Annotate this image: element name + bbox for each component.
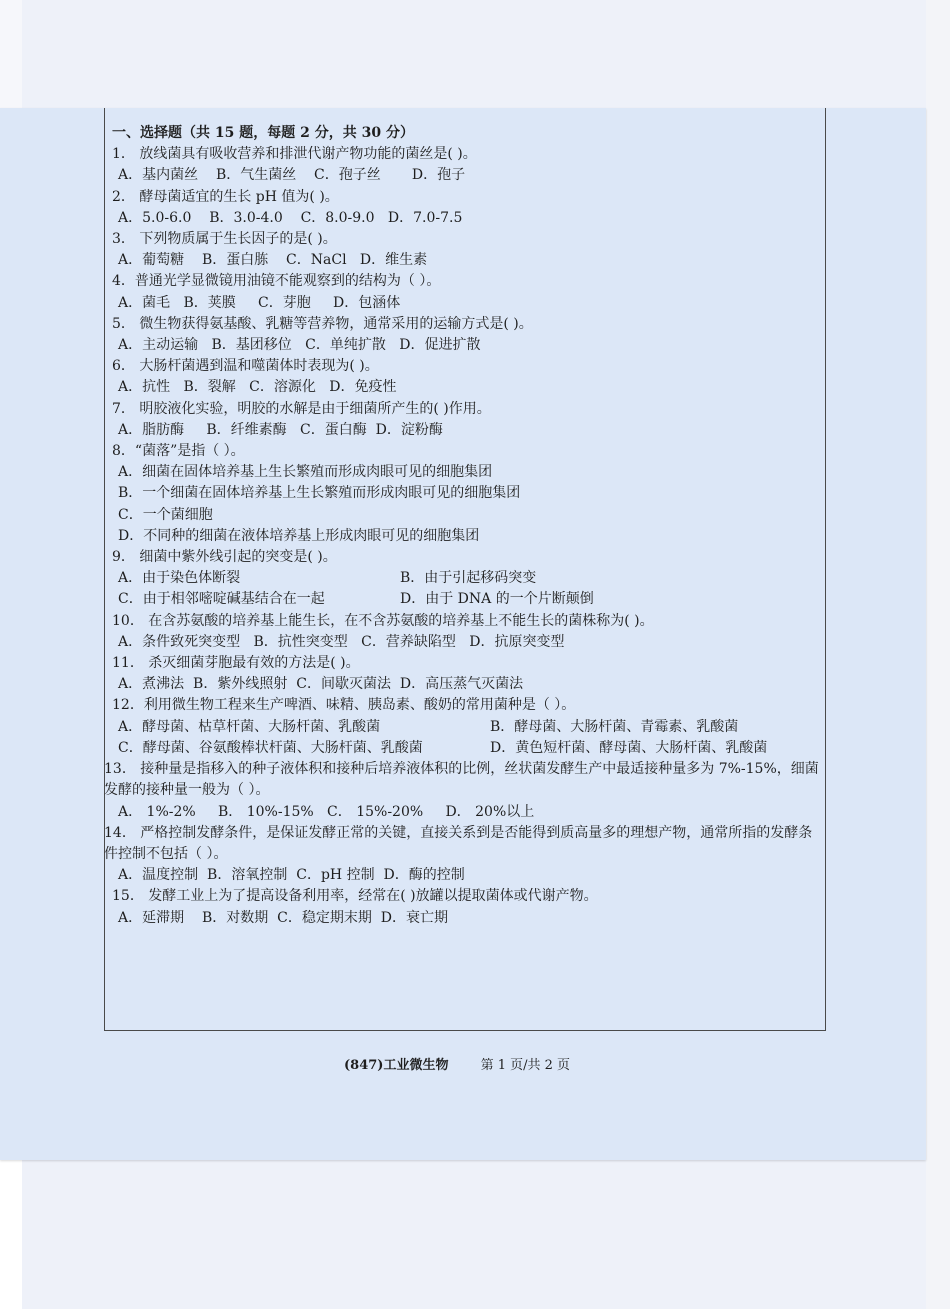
q4-option-a: A．菌毛	[118, 294, 171, 311]
q12-option-b: B．酵母菌、大肠杆菌、青霉素、乳酸菌	[490, 718, 739, 735]
q1-option-d: D．孢子	[411, 167, 466, 184]
section-title: 一、选择题（共 15 题，每题 2 分，共 30 分）	[112, 125, 414, 141]
q10-option-a: A．条件致死突变型	[118, 633, 241, 650]
question-list	[104, 123, 824, 929]
q8-option-d: D．不同种的细菌在液体培养基上形成肉眼可见的细胞集团	[118, 527, 480, 544]
q7-option-c: C．蛋白酶	[300, 421, 367, 438]
q10-option-d: D．抗原突变型	[469, 633, 565, 650]
q13-option-a: A． 1%-2%	[118, 803, 196, 820]
q12-option-c: C．酵母菌、谷氨酸棒状杆菌、大肠杆菌、乳酸菌	[118, 739, 423, 756]
q3-option-b: B．蛋白胨	[201, 252, 269, 269]
q15-option-c: C．稳定期末期	[277, 909, 372, 926]
q5-option-a: A．主动运输	[118, 337, 199, 354]
q9-option-d: D．由于 DNA 的一个片断颠倒	[400, 591, 594, 608]
question-8-stem: 8．“菌落”是指（ ）。	[112, 443, 245, 460]
question-12-options-row-2	[112, 738, 824, 759]
q14-option-b: B．溶氧控制	[207, 867, 288, 884]
q1-option-b: B．气生菌丝	[215, 167, 297, 184]
question-11-options	[112, 674, 824, 695]
question-12-stem: 12．利用微生物工程来生产啤酒、味精、胰岛素、酸奶的常用菌种是（ ）。	[112, 697, 576, 714]
q9-option-c: C．由于相邻嘧啶碱基结合在一起	[118, 591, 325, 608]
exam-sheet	[0, 108, 926, 1160]
q11-option-c: C．间歇灭菌法	[296, 676, 391, 693]
background-page-edge	[926, 0, 950, 1309]
q9-option-b: B．由于引起移码突变	[400, 570, 537, 587]
q2-option-a: A．5.0-6.0	[118, 209, 192, 226]
question-7-stem: 7． 明胶液化实验，明胶的水解是由于细菌所产生的( )作用。	[112, 400, 491, 417]
q5-option-d: D．促进扩散	[399, 337, 481, 354]
question-1-stem: 1． 放线菌具有吸收营养和排泄代谢产物功能的菌丝是( )。	[112, 146, 477, 163]
q3-option-c: C．NaCl	[286, 252, 347, 269]
q10-option-c: C．营养缺陷型	[361, 633, 456, 650]
q2-option-b: B．3.0-4.0	[209, 209, 283, 226]
page-footer	[344, 1054, 744, 1073]
question-13-stem: 13． 接种量是指移入的种子液体积和接种后培养液体积的比例，丝状菌发酵生产中最适接种量多为 7%-15%，细菌发酵的接种量一般为（ ）。	[104, 761, 819, 799]
question-5-stem: 5． 微生物获得氨基酸、乳糖等营养物，通常采用的运输方式是( )。	[112, 315, 533, 332]
question-12-options-row-1	[112, 717, 824, 738]
q15-option-a: A．延滞期	[118, 909, 185, 926]
question-9-options-row-1	[112, 568, 824, 589]
q10-option-b: B．抗性突变型	[253, 633, 348, 650]
q8-option-c: C．一个菌细胞	[118, 506, 213, 523]
exam-code: (847)工业微生物	[344, 1058, 449, 1073]
question-1-options	[112, 165, 824, 186]
q13-option-c: C． 15%-20%	[327, 803, 424, 820]
q12-option-d: D．黄色短杆菌、酵母菌、大肠杆菌、乳酸菌	[490, 739, 768, 756]
question-6-options	[112, 377, 824, 398]
question-13-options	[112, 802, 824, 823]
q7-option-b: B．纤维素酶	[206, 421, 287, 438]
q7-option-d: D．淀粉酶	[375, 421, 443, 438]
q3-option-a: A．葡萄糖	[118, 252, 185, 269]
q11-option-d: D．高压蒸气灭菌法	[399, 676, 524, 693]
question-5-options	[112, 335, 824, 356]
q14-option-c: C．pH 控制	[296, 867, 375, 884]
question-4-stem: 4．普通光学显微镜用油镜不能观察到的结构为（ ）。	[112, 273, 441, 290]
q6-option-b: B．裂解	[183, 379, 236, 396]
q4-option-d: D．包涵体	[333, 294, 401, 311]
q5-option-b: B．基团移位	[211, 337, 292, 354]
page-number: 第 1 页/共 2 页	[480, 1058, 571, 1073]
q5-option-c: C．单纯扩散	[305, 337, 386, 354]
q15-option-d: D．衰亡期	[380, 909, 448, 926]
question-10-options	[112, 632, 824, 653]
q8-option-b: B．一个细菌在固体培养基上生长繁殖而形成肉眼可见的细胞集团	[118, 485, 521, 502]
q8-option-a: A．细菌在固体培养基上生长繁殖而形成肉眼可见的细胞集团	[118, 464, 493, 481]
q11-option-a: A．煮沸法	[118, 676, 185, 693]
question-7-options	[112, 420, 824, 441]
q13-option-d: D． 20%以上	[445, 803, 535, 820]
q1-option-c: C．孢子丝	[314, 167, 381, 184]
question-11-stem: 11． 杀灭细菌芽胞最有效的方法是( )。	[112, 655, 360, 672]
q11-option-b: B．紫外线照射	[193, 676, 288, 693]
q4-option-b: B．荚膜	[183, 294, 236, 311]
q1-option-a: A．基内菌丝	[118, 167, 199, 184]
question-9-stem: 9． 细菌中紫外线引起的突变是( )。	[112, 549, 337, 566]
question-15-options	[112, 908, 824, 929]
q15-option-b: B．对数期	[201, 909, 269, 926]
question-10-stem: 10． 在含苏氨酸的培养基上能生长，在不含苏氨酸的培养基上不能生长的菌株称为( )。	[112, 612, 654, 629]
question-14-options	[112, 865, 824, 886]
q6-option-d: D．免疫性	[329, 379, 397, 396]
question-2-stem: 2． 酵母菌适宜的生长 pH 值为( )。	[112, 188, 339, 205]
q12-option-a: A．酵母菌、枯草杆菌、大肠杆菌、乳酸菌	[118, 718, 381, 735]
question-3-options	[112, 250, 824, 271]
q4-option-c: C．芽胞	[258, 294, 311, 311]
q9-option-a: A．由于染色体断裂	[118, 570, 241, 587]
question-2-options	[112, 208, 824, 229]
q14-option-a: A．温度控制	[118, 867, 199, 884]
q7-option-a: A．脂肪酶	[118, 421, 185, 438]
question-15-stem: 15． 发酵工业上为了提高设备利用率，经常在( )放罐以提取菌体或代谢产物。	[112, 888, 598, 905]
q6-option-a: A．抗性	[118, 379, 171, 396]
question-3-stem: 3． 下列物质属于生长因子的是( )。	[112, 231, 337, 248]
q2-option-c: C．8.0-9.0	[300, 209, 375, 226]
q3-option-d: D．维生素	[359, 252, 428, 269]
q6-option-c: C．溶源化	[249, 379, 316, 396]
question-14-stem: 14． 严格控制发酵条件，是保证发酵正常的关键，直接关系到是否能得到质高量多的理想产物，通常所指的发酵条件控制不包括（ ）。	[104, 824, 813, 862]
question-4-options	[112, 293, 824, 314]
q13-option-b: B． 10%-15%	[217, 803, 314, 820]
q14-option-d: D．酶的控制	[383, 867, 465, 884]
question-9-options-row-2	[112, 589, 824, 610]
q2-option-d: D．7.0-7.5	[387, 209, 463, 226]
question-6-stem: 6． 大肠杆菌遇到温和噬菌体时表现为( )。	[112, 358, 379, 375]
